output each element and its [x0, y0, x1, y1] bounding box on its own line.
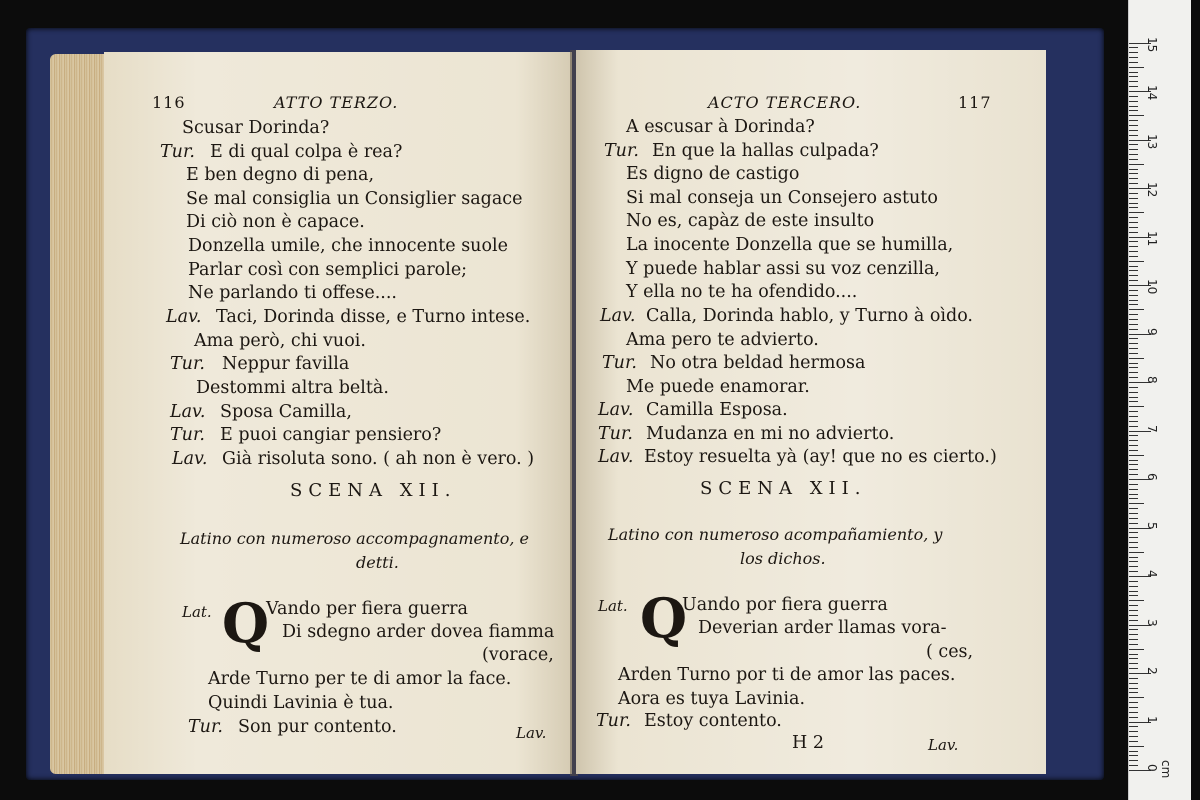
ruler-unit-label: cm — [1159, 760, 1173, 779]
scene-title-right: SCENA XII. — [700, 478, 867, 499]
ruler-tick — [1129, 280, 1138, 281]
running-head-right: ACTO TERCERO. — [708, 93, 862, 112]
ruler-tick — [1129, 178, 1138, 179]
dialogue-line: Es digno de castigo — [626, 164, 800, 184]
dialogue-line: E di qual colpa è rea? — [210, 142, 403, 162]
ruler-tick — [1129, 266, 1138, 267]
dialogue-line: Camilla Esposa. — [646, 400, 788, 420]
ruler-tick — [1129, 120, 1138, 121]
dialogue-line: Mudanza en mi no advierto. — [646, 424, 895, 444]
aria-line: Deverian arder llamas vora- — [698, 618, 947, 638]
ruler-tick — [1129, 130, 1138, 131]
ruler-tick — [1129, 760, 1138, 761]
ruler-tick — [1129, 115, 1144, 116]
ruler-tick — [1129, 615, 1138, 616]
dialogue-line: Neppur favilla — [222, 354, 350, 374]
ruler-number: 12 — [1145, 182, 1159, 198]
speaker-label: Lav. — [172, 449, 208, 469]
aria-line: Aora es tuya Lavinia. — [618, 689, 806, 709]
dialogue-line: A escusar à Dorinda? — [626, 117, 815, 137]
dialogue-line: Y ella no te ha ofendido.... — [626, 282, 858, 302]
ruler-tick — [1129, 57, 1138, 58]
ruler-tick — [1129, 692, 1138, 693]
ruler-tick — [1129, 644, 1138, 645]
ruler-tick — [1129, 557, 1138, 558]
ruler-number: 13 — [1145, 133, 1159, 149]
ruler-number: 10 — [1145, 279, 1159, 295]
ruler-tick — [1129, 523, 1138, 524]
ruler-tick — [1129, 251, 1138, 252]
dialogue-line: Estoy contento. — [644, 711, 782, 731]
ruler-number: 9 — [1145, 327, 1159, 336]
dialogue-line: Son pur contento. — [238, 717, 397, 737]
ruler-tick — [1129, 634, 1138, 635]
ruler-tick — [1129, 561, 1138, 562]
ruler-tick — [1129, 169, 1138, 170]
dialogue-line: Y puede hablar assi su voz cenzilla, — [626, 259, 940, 279]
dialogue-line: Destommi altra beltà. — [196, 378, 389, 398]
ruler-tick — [1129, 649, 1144, 650]
ruler-tick — [1129, 474, 1138, 475]
ruler-tick — [1129, 401, 1138, 402]
ruler-number: 8 — [1145, 376, 1159, 384]
ruler-tick — [1129, 217, 1138, 218]
ruler-tick — [1129, 372, 1138, 373]
speaker-label: Lav. — [600, 306, 636, 326]
ruler-number: 15 — [1145, 36, 1159, 52]
ruler-tick — [1129, 193, 1138, 194]
ruler-tick — [1129, 62, 1138, 63]
ruler-tick — [1129, 668, 1138, 669]
aria-line: Vando per fiera guerra — [266, 599, 468, 619]
ruler-tick — [1129, 484, 1138, 485]
ruler-tick — [1129, 144, 1138, 145]
ruler-tick — [1129, 455, 1144, 456]
dialogue-line: Se mal consiglia un Consiglier sagace — [186, 189, 523, 209]
ruler-tick — [1129, 707, 1138, 708]
ruler-tick — [1129, 746, 1144, 747]
dialogue-line: La inocente Donzella que se humilla, — [626, 235, 954, 255]
ruler-tick — [1129, 101, 1138, 102]
ruler-tick — [1129, 261, 1144, 262]
left-page — [104, 52, 572, 774]
ruler-tick — [1129, 207, 1138, 208]
ruler-tick — [1129, 421, 1138, 422]
speaker-label: Tur. — [170, 354, 205, 374]
ruler-tick — [1129, 717, 1138, 718]
catchword-right: Lav. — [928, 736, 959, 754]
dialogue-line: Taci, Dorinda disse, e Turno intese. — [216, 307, 531, 327]
dialogue-line: Già risoluta sono. ( ah non è vero. ) — [222, 449, 535, 469]
ruler-tick — [1129, 149, 1138, 150]
dialogue-line: Estoy resuelta yà (ay! que no es cierto.) — [644, 447, 997, 467]
ruler-tick — [1129, 586, 1138, 587]
ruler-tick — [1129, 300, 1138, 301]
ruler-tick — [1129, 639, 1138, 640]
dialogue-line: E ben degno di pena, — [186, 165, 375, 185]
ruler-tick — [1129, 411, 1138, 412]
running-head-left: ATTO TERZO. — [274, 93, 399, 112]
page-number-left: 116 — [152, 93, 186, 112]
page-number-right: 117 — [958, 93, 992, 112]
ruler-tick — [1129, 731, 1138, 732]
ruler-tick — [1129, 416, 1138, 417]
speaker-label: Tur. — [188, 717, 223, 737]
ruler-tick — [1129, 591, 1138, 592]
right-page — [576, 50, 1046, 774]
ruler-tick — [1129, 464, 1138, 465]
speaker-label: Lav. — [166, 307, 202, 327]
ruler-tick — [1129, 309, 1144, 310]
ruler-tick — [1129, 363, 1138, 364]
dialogue-line: Sposa Camilla, — [220, 402, 352, 422]
dialogue-line: Scusar Dorinda? — [182, 118, 330, 138]
ruler-tick — [1129, 712, 1138, 713]
speaker-label: Lav. — [598, 400, 634, 420]
ruler-tick — [1129, 222, 1138, 223]
ruler-tick — [1129, 683, 1138, 684]
ruler-tick — [1129, 319, 1138, 320]
ruler-tick — [1129, 537, 1138, 538]
ruler-tick — [1129, 736, 1138, 737]
ruler-tick — [1129, 542, 1138, 543]
ruler-tick — [1129, 513, 1138, 514]
ruler-tick — [1129, 81, 1138, 82]
ruler-number: 4 — [1145, 570, 1159, 578]
measuring-ruler — [1128, 0, 1191, 800]
ruler-tick — [1129, 663, 1138, 664]
ruler-tick — [1129, 765, 1138, 766]
aria-line: (vorace, — [482, 645, 554, 665]
ruler-number: 3 — [1145, 618, 1159, 627]
ruler-tick — [1129, 290, 1138, 291]
ruler-tick — [1129, 741, 1138, 742]
ruler-number: 1 — [1145, 715, 1159, 724]
drop-cap-right: Q — [640, 586, 688, 650]
speaker-label: Tur. — [596, 711, 631, 731]
stage-direction-left: Latino con numeroso accompagnamento, e — [180, 529, 529, 548]
ruler-tick — [1129, 246, 1138, 247]
ruler-tick — [1129, 605, 1138, 606]
ruler-tick — [1129, 678, 1138, 679]
ruler-tick — [1129, 620, 1138, 621]
ruler-tick — [1129, 72, 1138, 73]
ruler-tick — [1129, 76, 1138, 77]
ruler-tick — [1129, 392, 1138, 393]
aria-line: Di sdegno arder dovea fiamma — [282, 622, 555, 642]
ruler-tick — [1129, 387, 1138, 388]
ruler-tick — [1129, 702, 1138, 703]
ruler-tick — [1129, 358, 1144, 359]
speaker-label: Lat. — [598, 597, 628, 615]
stage-direction-right: Latino con numeroso acompañamiento, y — [608, 525, 943, 544]
ruler-tick — [1129, 629, 1138, 630]
ruler-tick — [1129, 406, 1144, 407]
ruler-tick — [1129, 489, 1138, 490]
aria-line: Uando por fiera guerra — [682, 595, 888, 615]
ruler-tick — [1129, 164, 1144, 165]
dialogue-line: Donzella umile, che innocente suole — [188, 236, 508, 256]
ruler-tick — [1129, 159, 1138, 160]
dialogue-line: En que la hallas culpada? — [652, 141, 879, 161]
ruler-tick — [1129, 324, 1138, 325]
ruler-tick — [1129, 52, 1138, 53]
ruler-tick — [1129, 348, 1138, 349]
catchword-left: Lav. — [516, 724, 547, 742]
ruler-number: 14 — [1145, 85, 1159, 101]
dialogue-line: Ama però, chi vuoi. — [194, 331, 366, 351]
dialogue-line: Ama pero te advierto. — [626, 330, 819, 350]
stage-direction-right-2: los dichos. — [740, 549, 826, 568]
ruler-tick — [1129, 654, 1138, 655]
ruler-tick — [1129, 397, 1138, 398]
ruler-tick — [1129, 610, 1138, 611]
ruler-tick — [1129, 241, 1138, 242]
ruler-tick — [1129, 445, 1138, 446]
ruler-tick — [1129, 697, 1144, 698]
speaker-label: Lav. — [170, 402, 206, 422]
ruler-number: 11 — [1145, 230, 1159, 246]
ruler-tick — [1129, 440, 1138, 441]
ruler-tick — [1129, 508, 1138, 509]
dialogue-line: Di ciò non è capace. — [186, 212, 365, 232]
ruler-number: 0 — [1145, 764, 1159, 772]
ruler-tick — [1129, 518, 1138, 519]
ruler-tick — [1129, 566, 1138, 567]
dialogue-line: Me puede enamorar. — [626, 377, 810, 397]
dialogue-line: Parlar così con semplici parole; — [188, 260, 468, 280]
ruler-tick — [1129, 125, 1138, 126]
ruler-tick — [1129, 135, 1138, 136]
ruler-tick — [1129, 304, 1138, 305]
speaker-label: Lav. — [598, 447, 634, 467]
signature-mark: H 2 — [792, 733, 824, 753]
speaker-label: Lat. — [182, 603, 212, 621]
ruler-number: 6 — [1145, 473, 1159, 481]
ruler-tick — [1129, 450, 1138, 451]
aria-line: Arden Turno por ti de amor las paces. — [618, 665, 956, 685]
speaker-label: Tur. — [170, 425, 205, 445]
speaker-label: Tur. — [598, 424, 633, 444]
speaker-label: Tur. — [160, 142, 195, 162]
ruler-tick — [1129, 275, 1138, 276]
ruler-tick — [1129, 552, 1144, 553]
aria-line: Quindi Lavinia è tua. — [208, 693, 394, 713]
ruler-tick — [1129, 498, 1138, 499]
ruler-tick — [1129, 314, 1138, 315]
ruler-tick — [1129, 212, 1144, 213]
ruler-tick — [1129, 154, 1138, 155]
ruler-tick — [1129, 658, 1138, 659]
ruler-tick — [1129, 183, 1138, 184]
dialogue-line: No otra beldad hermosa — [650, 353, 866, 373]
stage-direction-left-2: detti. — [356, 553, 399, 572]
drop-cap-left: Q — [222, 591, 270, 655]
ruler-tick — [1129, 751, 1138, 752]
ruler-tick — [1129, 67, 1144, 68]
dialogue-line: E puoi cangiar pensiero? — [220, 425, 442, 445]
ruler-tick — [1129, 595, 1138, 596]
ruler-tick — [1129, 232, 1138, 233]
ruler-tick — [1129, 203, 1138, 204]
dialogue-line: Ne parlando ti offese.... — [188, 283, 397, 303]
speaker-label: Tur. — [602, 353, 637, 373]
ruler-tick — [1129, 532, 1138, 533]
ruler-tick — [1129, 329, 1138, 330]
ruler-tick — [1129, 600, 1144, 601]
aria-line: Arde Turno per te di amor la face. — [208, 669, 512, 689]
scene-title-left: SCENA XII. — [290, 480, 457, 501]
ruler-tick — [1129, 494, 1138, 495]
ruler-number: 7 — [1145, 424, 1159, 433]
ruler-tick — [1129, 353, 1138, 354]
dialogue-line: Calla, Dorinda hablo, y Turno à oìdo. — [646, 306, 973, 326]
ruler-tick — [1129, 270, 1138, 271]
ruler-tick — [1129, 256, 1138, 257]
dialogue-line: Si mal conseja un Consejero astuto — [626, 188, 938, 208]
ruler-tick — [1129, 503, 1144, 504]
ruler-tick — [1129, 295, 1138, 296]
ruler-tick — [1129, 86, 1138, 87]
ruler-tick — [1129, 469, 1138, 470]
ruler-tick — [1129, 343, 1138, 344]
aria-line: ( ces, — [926, 642, 974, 662]
ruler-tick — [1129, 547, 1138, 548]
ruler-tick — [1129, 571, 1138, 572]
ruler-number: 5 — [1145, 521, 1159, 530]
ruler-tick — [1129, 460, 1138, 461]
ruler-tick — [1129, 581, 1138, 582]
ruler-tick — [1129, 47, 1138, 48]
ruler-tick — [1129, 173, 1138, 174]
ruler-tick — [1129, 198, 1138, 199]
dialogue-line: No es, capàz de este insulto — [626, 211, 875, 231]
ruler-tick — [1129, 96, 1138, 97]
ruler-tick — [1129, 338, 1138, 339]
ruler-number: 2 — [1145, 667, 1159, 675]
ruler-tick — [1129, 435, 1138, 436]
ruler-tick — [1129, 367, 1138, 368]
ruler-tick — [1129, 377, 1138, 378]
ruler-tick — [1129, 688, 1138, 689]
ruler-tick — [1129, 726, 1138, 727]
ruler-tick — [1129, 755, 1138, 756]
ruler-tick — [1129, 110, 1138, 111]
ruler-tick — [1129, 426, 1138, 427]
ruler-tick — [1129, 106, 1138, 107]
ruler-tick — [1129, 227, 1138, 228]
speaker-label: Tur. — [604, 141, 639, 161]
